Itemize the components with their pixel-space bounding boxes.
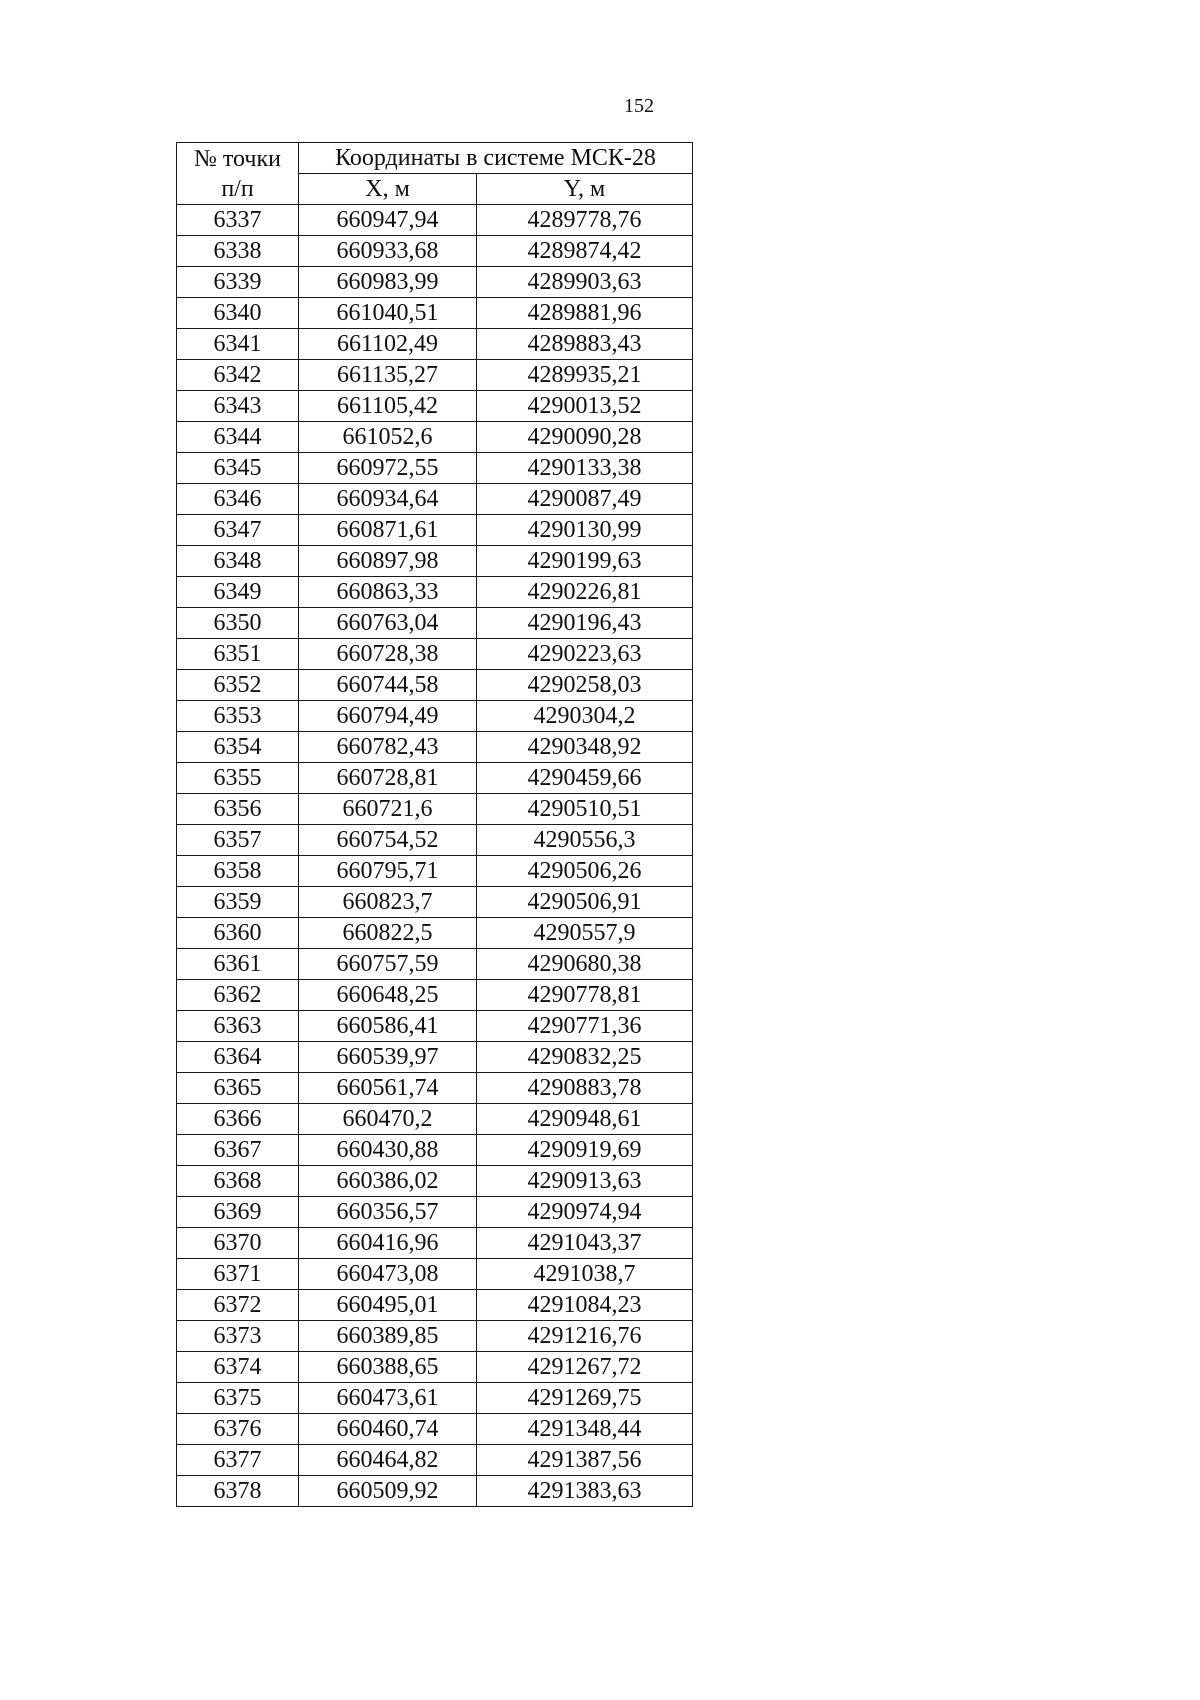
y-coordinate-cell: 4289874,42 [477, 236, 693, 267]
y-coordinate-cell: 4290459,66 [477, 763, 693, 794]
table-row [177, 1011, 693, 1042]
table-row [177, 1445, 693, 1476]
table-row [177, 1197, 693, 1228]
y-coordinate-cell: 4290510,51 [477, 794, 693, 825]
x-coordinate-cell: 660495,01 [299, 1290, 477, 1321]
point-number-cell: 6346 [177, 484, 299, 515]
table-row [177, 1042, 693, 1073]
x-coordinate-cell: 660728,81 [299, 763, 477, 794]
table-row [177, 1476, 693, 1507]
point-number-cell: 6354 [177, 732, 299, 763]
point-number-cell: 6375 [177, 1383, 299, 1414]
table-row [177, 825, 693, 856]
point-number-cell: 6376 [177, 1414, 299, 1445]
point-number-cell: 6361 [177, 949, 299, 980]
table-row [177, 391, 693, 422]
point-number-cell: 6339 [177, 267, 299, 298]
table-row [177, 701, 693, 732]
x-coordinate-cell: 660356,57 [299, 1197, 477, 1228]
y-coordinate-cell: 4291269,75 [477, 1383, 693, 1414]
point-number-cell: 6366 [177, 1104, 299, 1135]
point-number-cell: 6363 [177, 1011, 299, 1042]
point-number-header [177, 143, 299, 205]
y-coordinate-cell: 4290948,61 [477, 1104, 693, 1135]
y-coordinate-cell: 4290883,78 [477, 1073, 693, 1104]
point-number-cell: 6364 [177, 1042, 299, 1073]
y-coordinate-cell: 4289881,96 [477, 298, 693, 329]
y-coordinate-cell: 4291038,7 [477, 1259, 693, 1290]
point-number-cell: 6351 [177, 639, 299, 670]
table-row [177, 1259, 693, 1290]
x-coordinate-cell: 660460,74 [299, 1414, 477, 1445]
y-coordinate-cell: 4290013,52 [477, 391, 693, 422]
point-number-cell: 6340 [177, 298, 299, 329]
x-coordinate-cell: 660934,64 [299, 484, 477, 515]
point-number-cell: 6341 [177, 329, 299, 360]
y-coordinate-cell: 4291084,23 [477, 1290, 693, 1321]
y-coordinate-cell: 4290771,36 [477, 1011, 693, 1042]
y-coordinate-cell: 4290974,94 [477, 1197, 693, 1228]
point-number-cell: 6343 [177, 391, 299, 422]
point-number-cell: 6371 [177, 1259, 299, 1290]
y-coordinate-cell: 4290304,2 [477, 701, 693, 732]
y-column-header: Y, м [477, 174, 693, 205]
point-number-cell: 6356 [177, 794, 299, 825]
point-number-cell: 6370 [177, 1228, 299, 1259]
y-coordinate-cell: 4291387,56 [477, 1445, 693, 1476]
table-row [177, 763, 693, 794]
x-coordinate-cell: 660509,92 [299, 1476, 477, 1507]
point-number-cell: 6358 [177, 856, 299, 887]
y-coordinate-cell: 4290199,63 [477, 546, 693, 577]
y-coordinate-cell: 4290557,9 [477, 918, 693, 949]
x-coordinate-cell: 660430,88 [299, 1135, 477, 1166]
y-coordinate-cell: 4290832,25 [477, 1042, 693, 1073]
table-row [177, 949, 693, 980]
x-coordinate-cell: 660648,25 [299, 980, 477, 1011]
point-number-cell: 6348 [177, 546, 299, 577]
x-coordinate-cell: 661052,6 [299, 422, 477, 453]
x-coordinate-cell: 660823,7 [299, 887, 477, 918]
table-body [177, 205, 693, 1507]
y-coordinate-cell: 4290226,81 [477, 577, 693, 608]
x-coordinate-cell: 660871,61 [299, 515, 477, 546]
table-row [177, 1290, 693, 1321]
point-number-cell: 6368 [177, 1166, 299, 1197]
y-coordinate-cell: 4290348,92 [477, 732, 693, 763]
point-number-cell: 6365 [177, 1073, 299, 1104]
x-coordinate-cell: 660822,5 [299, 918, 477, 949]
table-row [177, 205, 693, 236]
table-row [177, 1383, 693, 1414]
x-coordinate-cell: 661135,27 [299, 360, 477, 391]
y-coordinate-cell: 4290556,3 [477, 825, 693, 856]
x-coordinate-cell: 660389,85 [299, 1321, 477, 1352]
x-coordinate-cell: 660386,02 [299, 1166, 477, 1197]
table-row [177, 887, 693, 918]
table-row [177, 422, 693, 453]
y-coordinate-cell: 4289883,43 [477, 329, 693, 360]
y-coordinate-cell: 4291267,72 [477, 1352, 693, 1383]
coordinates-table [176, 142, 693, 1507]
table-row [177, 980, 693, 1011]
point-number-header-line1: № точки [193, 145, 282, 172]
y-coordinate-cell: 4290130,99 [477, 515, 693, 546]
x-coordinate-cell: 660757,59 [299, 949, 477, 980]
point-number-cell: 6367 [177, 1135, 299, 1166]
x-coordinate-cell: 660416,96 [299, 1228, 477, 1259]
y-coordinate-cell: 4290506,26 [477, 856, 693, 887]
x-coordinate-cell: 660782,43 [299, 732, 477, 763]
point-number-cell: 6360 [177, 918, 299, 949]
table-header [177, 143, 693, 205]
x-coordinate-cell: 661040,51 [299, 298, 477, 329]
x-coordinate-cell: 660933,68 [299, 236, 477, 267]
table-row [177, 1321, 693, 1352]
x-coordinate-cell: 660863,33 [299, 577, 477, 608]
x-coordinate-cell: 660795,71 [299, 856, 477, 887]
y-coordinate-cell: 4291043,37 [477, 1228, 693, 1259]
y-coordinate-cell: 4289778,76 [477, 205, 693, 236]
table-row [177, 1228, 693, 1259]
x-coordinate-cell: 660586,41 [299, 1011, 477, 1042]
y-coordinate-cell: 4290680,38 [477, 949, 693, 980]
table-row [177, 1104, 693, 1135]
x-coordinate-cell: 660728,38 [299, 639, 477, 670]
y-coordinate-cell: 4291216,76 [477, 1321, 693, 1352]
coordinates-system-header: Координаты в системе МСК-28 [299, 143, 693, 174]
table-row [177, 329, 693, 360]
y-coordinate-cell: 4289903,63 [477, 267, 693, 298]
point-number-cell: 6344 [177, 422, 299, 453]
point-number-cell: 6349 [177, 577, 299, 608]
y-coordinate-cell: 4290087,49 [477, 484, 693, 515]
table-row [177, 1352, 693, 1383]
y-coordinate-cell: 4290133,38 [477, 453, 693, 484]
x-coordinate-cell: 661105,42 [299, 391, 477, 422]
x-coordinate-cell: 660388,65 [299, 1352, 477, 1383]
y-coordinate-cell: 4290196,43 [477, 608, 693, 639]
table-row [177, 1135, 693, 1166]
point-number-cell: 6373 [177, 1321, 299, 1352]
point-number-cell: 6337 [177, 205, 299, 236]
table-row [177, 1166, 693, 1197]
table-row [177, 670, 693, 701]
table-row [177, 732, 693, 763]
point-number-cell: 6350 [177, 608, 299, 639]
table-row [177, 546, 693, 577]
page-number: 152 [624, 95, 654, 117]
table-row [177, 1073, 693, 1104]
table-row [177, 484, 693, 515]
point-number-cell: 6359 [177, 887, 299, 918]
point-number-cell: 6338 [177, 236, 299, 267]
x-coordinate-cell: 660473,08 [299, 1259, 477, 1290]
point-number-cell: 6355 [177, 763, 299, 794]
table-row [177, 453, 693, 484]
y-coordinate-cell: 4290778,81 [477, 980, 693, 1011]
x-column-header: X, м [299, 174, 477, 205]
x-coordinate-cell: 660754,52 [299, 825, 477, 856]
y-coordinate-cell: 4290258,03 [477, 670, 693, 701]
x-coordinate-cell: 660947,94 [299, 205, 477, 236]
table-row [177, 515, 693, 546]
y-coordinate-cell: 4290913,63 [477, 1166, 693, 1197]
x-coordinate-cell: 660470,2 [299, 1104, 477, 1135]
x-coordinate-cell: 660744,58 [299, 670, 477, 701]
x-coordinate-cell: 660561,74 [299, 1073, 477, 1104]
point-number-cell: 6369 [177, 1197, 299, 1228]
x-coordinate-cell: 661102,49 [299, 329, 477, 360]
x-coordinate-cell: 660721,6 [299, 794, 477, 825]
table-row [177, 236, 693, 267]
table-row [177, 577, 693, 608]
point-number-cell: 6372 [177, 1290, 299, 1321]
point-number-cell: 6374 [177, 1352, 299, 1383]
table-row [177, 1414, 693, 1445]
point-number-cell: 6352 [177, 670, 299, 701]
y-coordinate-cell: 4290919,69 [477, 1135, 693, 1166]
table-row [177, 608, 693, 639]
table-row [177, 639, 693, 670]
point-number-cell: 6342 [177, 360, 299, 391]
point-number-cell: 6345 [177, 453, 299, 484]
point-number-cell: 6347 [177, 515, 299, 546]
point-number-header-line2: п/п [221, 175, 254, 202]
x-coordinate-cell: 660464,82 [299, 1445, 477, 1476]
x-coordinate-cell: 660983,99 [299, 267, 477, 298]
y-coordinate-cell: 4289935,21 [477, 360, 693, 391]
point-number-cell: 6378 [177, 1476, 299, 1507]
table-row [177, 267, 693, 298]
x-coordinate-cell: 660763,04 [299, 608, 477, 639]
point-number-cell: 6353 [177, 701, 299, 732]
table-row [177, 918, 693, 949]
point-number-cell: 6377 [177, 1445, 299, 1476]
x-coordinate-cell: 660473,61 [299, 1383, 477, 1414]
x-coordinate-cell: 660539,97 [299, 1042, 477, 1073]
point-number-cell: 6362 [177, 980, 299, 1011]
y-coordinate-cell: 4290506,91 [477, 887, 693, 918]
table-row [177, 360, 693, 391]
table-row [177, 794, 693, 825]
table-row [177, 298, 693, 329]
x-coordinate-cell: 660794,49 [299, 701, 477, 732]
x-coordinate-cell: 660972,55 [299, 453, 477, 484]
y-coordinate-cell: 4291348,44 [477, 1414, 693, 1445]
y-coordinate-cell: 4291383,63 [477, 1476, 693, 1507]
y-coordinate-cell: 4290090,28 [477, 422, 693, 453]
point-number-cell: 6357 [177, 825, 299, 856]
table-row [177, 856, 693, 887]
y-coordinate-cell: 4290223,63 [477, 639, 693, 670]
x-coordinate-cell: 660897,98 [299, 546, 477, 577]
